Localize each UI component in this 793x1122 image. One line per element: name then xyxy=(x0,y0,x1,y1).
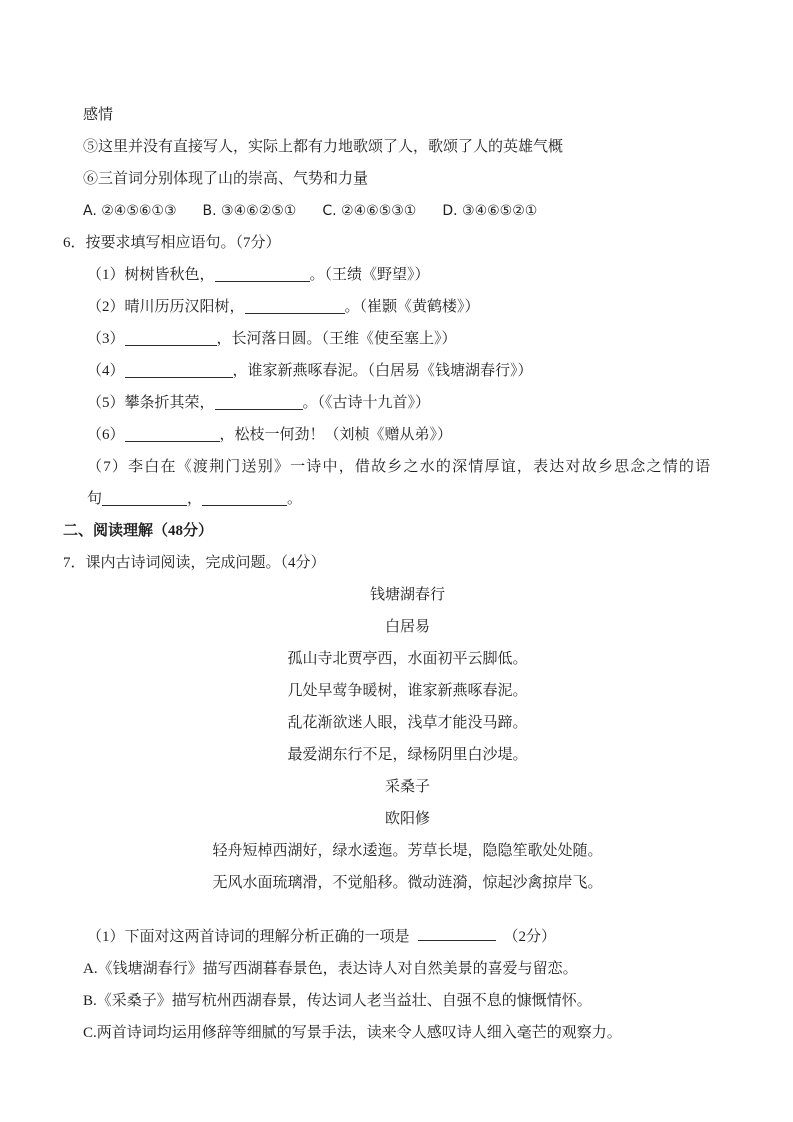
poem1-line-4: 最爱湖东行不足，绿杨阴里白沙堤。 xyxy=(287,747,528,763)
q6-item-7-pre: 句 xyxy=(87,491,103,507)
q5-option-c: C. ②④⑥⑤③① xyxy=(322,203,417,219)
poem1-author: 白居易 xyxy=(384,619,430,635)
q6-item-4-pre: （4） xyxy=(87,363,125,379)
q7-sub1-option-a: A.《钱塘湖春行》描写西湖暮春景色，表达诗人对自然美景的喜爱与留恋。 xyxy=(83,961,578,977)
q5-option-a: A. ②④⑤⑥①③ xyxy=(83,203,177,219)
q6-item-4 xyxy=(63,355,707,387)
q6-item-7-blank-2 xyxy=(202,503,287,506)
q6-item-2-blank xyxy=(245,311,345,314)
q6-item-6 xyxy=(63,419,707,451)
q7-sub1-prompt: （1）下面对这两首诗词的理解分析正确的一项是 xyxy=(87,929,410,945)
poem2-title: 采桑子 xyxy=(384,779,430,795)
q6-item-3-blank xyxy=(125,343,217,346)
q5-option-b: B. ③④⑥②⑤① xyxy=(202,203,297,219)
q6-item-5 xyxy=(63,387,707,419)
q7-sub1-prompt-line xyxy=(63,921,707,953)
q6-item-2-post: 。（崔颢《黄鹤楼》） xyxy=(344,299,480,315)
q6-item-7-line1: （7）李白在《渡荆门送别》一诗中，借故乡之水的深情厚谊，表达对故乡思念之情的语 xyxy=(87,459,712,475)
q6-item-6-blank xyxy=(125,439,220,442)
q6-item-7-line2 xyxy=(63,483,707,515)
poem2-line-1: 轻舟短棹西湖好，绿水逶迤。芳草长堤，隐隐笙歌处处随。 xyxy=(212,843,603,859)
q5-statement-6: ⑥三首词分别体现了山的崇高、气势和力量 xyxy=(83,171,369,187)
poems-block xyxy=(63,579,707,899)
q6-item-2 xyxy=(63,291,707,323)
q6-header: 6．按要求填写相应语句。（7分） xyxy=(63,235,281,251)
poem1-line-2: 几处早莺争暖树，谁家新燕啄春泥。 xyxy=(287,683,528,699)
q7-sub1-option-b: B.《采桑子》描写杭州西湖春景，传达词人老当益壮、自强不息的慷慨情怀。 xyxy=(83,993,592,1009)
q7-sub1-score: （2分） xyxy=(503,929,557,945)
q6-item-4-blank xyxy=(125,375,233,378)
q6-item-6-post: ，松枝一何劲！（刘桢《赠从弟》） xyxy=(219,427,453,443)
q5-context-tail: 感情 xyxy=(83,107,114,123)
q6-item-1-blank xyxy=(215,279,310,282)
poem1-title: 钱塘湖春行 xyxy=(369,587,445,603)
q6-item-5-blank xyxy=(215,407,303,410)
q5-option-d: D. ③④⑥⑤②① xyxy=(442,203,538,219)
q6-item-7-sep: ， xyxy=(187,491,203,507)
q6-item-2-pre: （2）晴川历历汉阳树， xyxy=(87,299,245,315)
q6-item-4-post: ，谁家新燕啄春泥。（白居易《钱塘湖春行》） xyxy=(232,363,533,379)
q6-item-3-post: ，长河落日圆。（王维《使至塞上》） xyxy=(216,331,457,347)
q6-item-1 xyxy=(63,259,707,291)
q7-header: 7．课内古诗词阅读，完成问题。（4分） xyxy=(63,555,326,571)
q5-options-row xyxy=(63,195,707,227)
poem1-line-1: 孤山寺北贾亭西，水面初平云脚低。 xyxy=(287,651,528,667)
q6-item-7-blank-1 xyxy=(102,503,187,506)
poem2-author: 欧阳修 xyxy=(384,811,430,827)
poem2-line-2: 无风水面琉璃滑，不觉船移。微动涟漪，惊起沙禽掠岸飞。 xyxy=(212,875,603,891)
q7-sub1-option-c: C.两首诗词均运用修辞等细腻的写景手法，读来令人感叹诗人细入毫芒的观察力。 xyxy=(83,1025,622,1041)
q6-item-1-pre: （1）树树皆秋色， xyxy=(87,267,215,283)
q6-item-6-pre: （6） xyxy=(87,427,125,443)
q6-item-5-post: 。（《古诗十九首》） xyxy=(302,395,431,411)
q6-item-7-end: 。 xyxy=(287,491,303,507)
q6-item-3-pre: （3） xyxy=(87,331,125,347)
poem1-line-3: 乱花渐欲迷人眼，浅草才能没马蹄。 xyxy=(287,715,528,731)
q5-statement-5: ⑤这里并没有直接写人，实际上都有力地歌颂了人，歌颂了人的英雄气概 xyxy=(83,139,564,155)
q6-item-1-post: 。（王绩《野望》） xyxy=(309,267,430,283)
q6-item-3 xyxy=(63,323,707,355)
q6-item-5-pre: （5）攀条折其荣， xyxy=(87,395,215,411)
section2-heading: 二、阅读理解（48分） xyxy=(63,523,214,539)
q7-sub1-answer-blank xyxy=(418,938,496,941)
